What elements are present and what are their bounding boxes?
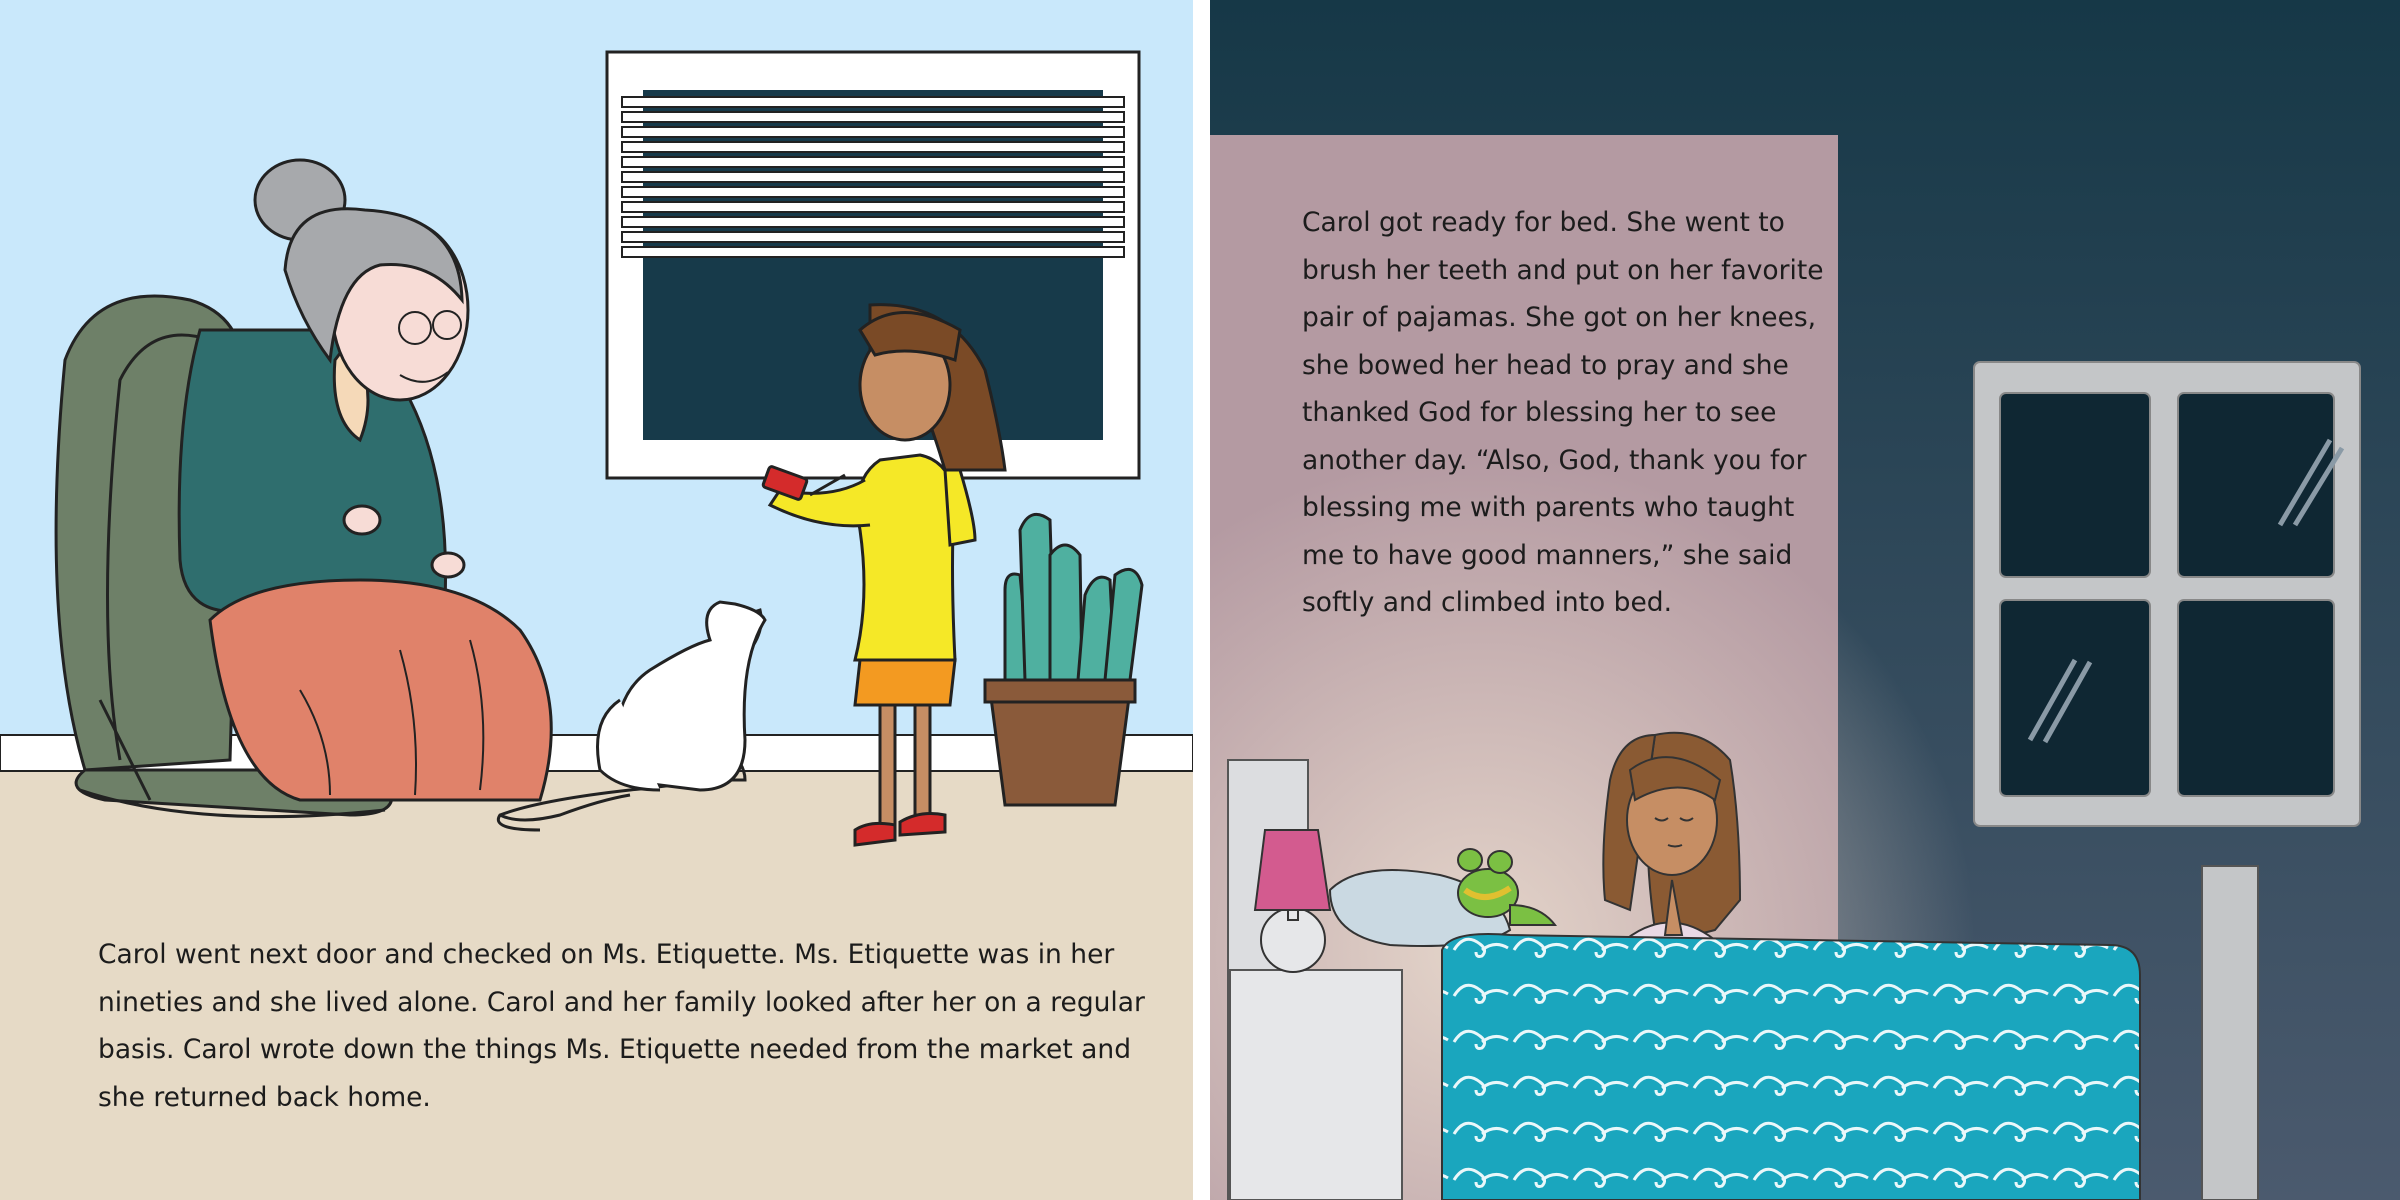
nightstand xyxy=(1230,970,1402,1200)
story-line: nineties and she lived alone. Carol and her family looked after her on a regular xyxy=(98,986,1145,1018)
story-line: softly and climbed into bed. xyxy=(1302,587,1673,618)
bed-blanket xyxy=(1442,934,2140,1200)
story-line: she returned back home. xyxy=(98,1081,431,1113)
story-line: thanked God for blessing her to see xyxy=(1302,397,1777,428)
bed-post xyxy=(2202,866,2258,1200)
story-line: brush her teeth and put on her favorite xyxy=(1302,254,1824,286)
night-window xyxy=(1974,362,2360,826)
story-line: Carol went next door and checked on Ms. Etiquette. Ms. Etiquette was in her xyxy=(98,939,1115,970)
story-line: basis. Carol wrote down the things Ms. Etiquette needed from the market and xyxy=(98,1034,1132,1065)
left-story-text xyxy=(98,931,1145,1121)
bedside-lamp xyxy=(1255,830,1330,972)
story-line: she bowed her head to pray and she xyxy=(1302,349,1789,381)
story-line: Carol got ready for bed. She went to xyxy=(1302,207,1785,238)
story-line: blessing me with parents who taught xyxy=(1302,492,1795,523)
story-line: me to have good manners,” she said xyxy=(1302,539,1793,571)
story-line: another day. “Also, God, thank you for xyxy=(1302,444,1807,476)
story-line: pair of pajamas. She got on her knees, xyxy=(1302,302,1817,333)
right-page xyxy=(1210,0,2400,1200)
right-story-text xyxy=(1302,199,1822,627)
left-page xyxy=(0,0,1193,1200)
